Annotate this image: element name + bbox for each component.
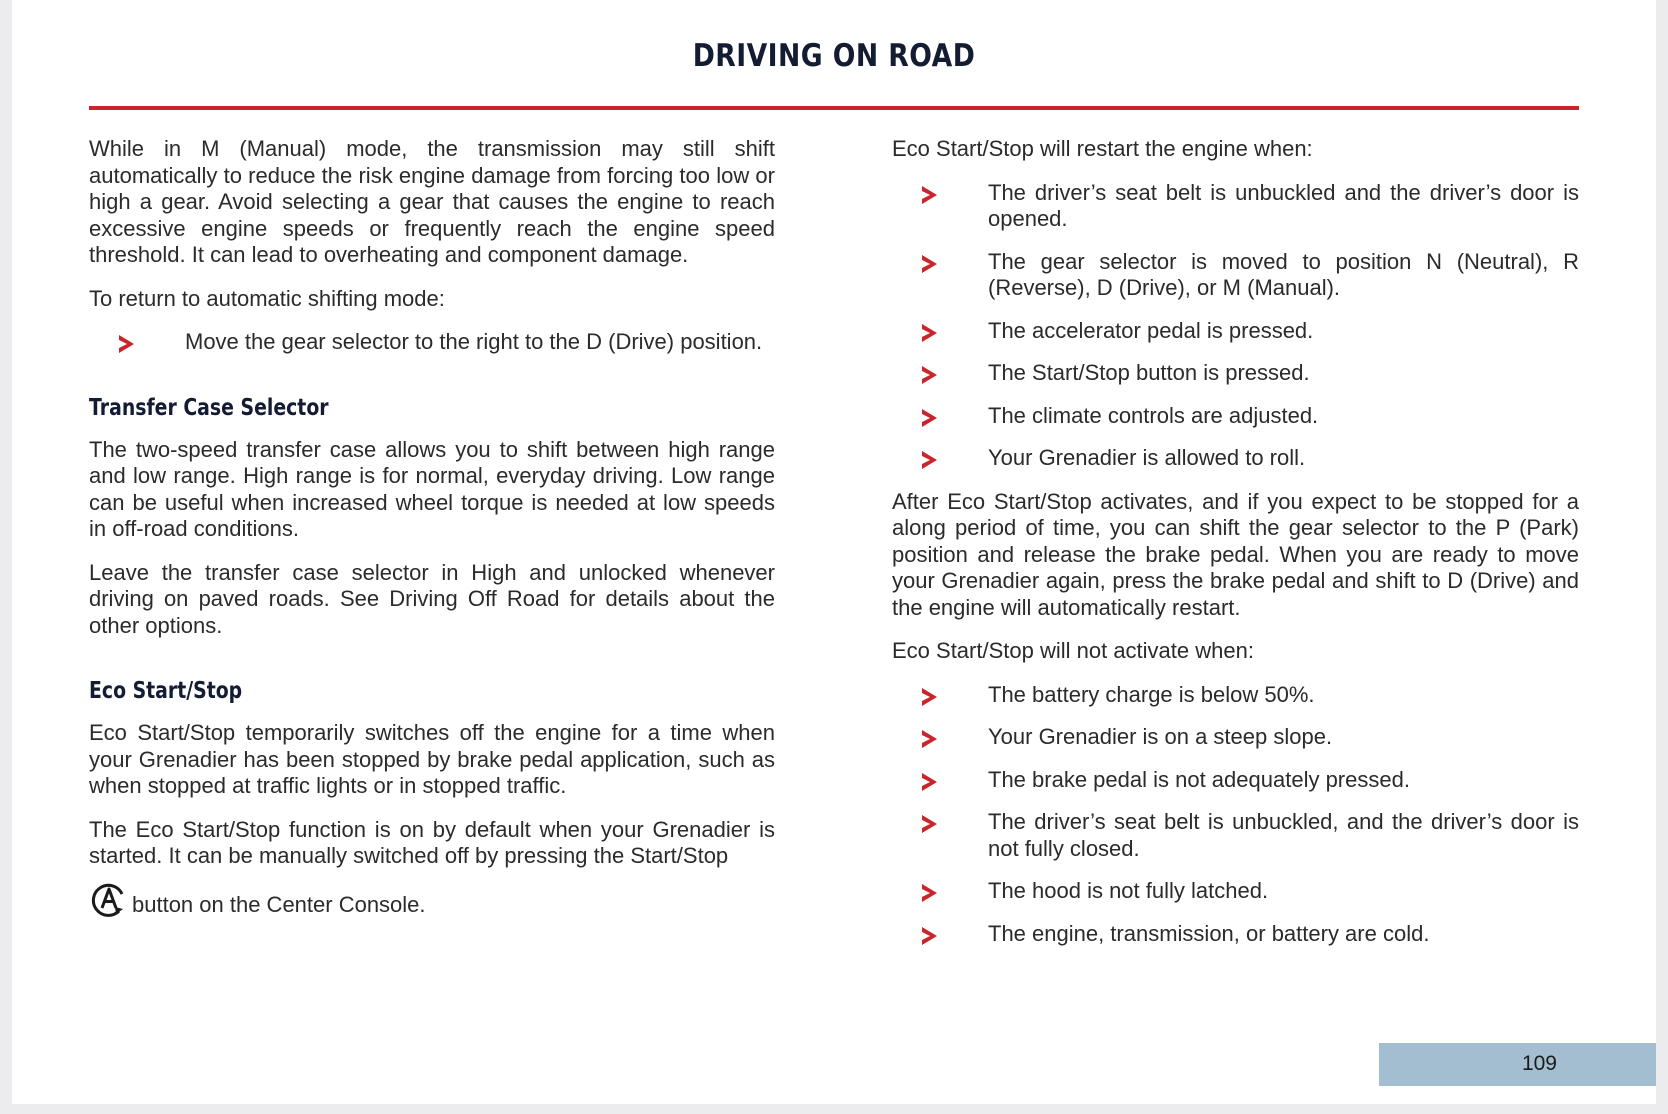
paragraph-transfer-high: Leave the transfer case selector in High and unlocked whenever driving on paved roads. See Driving Off Road for details about the other options.	[89, 559, 775, 638]
bullet-list-not-activate	[892, 682, 1579, 948]
page-number-box	[1379, 1043, 1656, 1086]
chevron-right-icon	[920, 812, 940, 836]
chevron-right-icon	[920, 727, 940, 751]
list-item	[89, 329, 775, 356]
paragraph-eco-intro: Eco Start/Stop temporarily switches off the engine for a time when your Grenadier has been stopped by brake pedal application, such as when stopped at traffic lights or in stopped traffic.	[89, 720, 775, 798]
list-item	[892, 403, 1579, 430]
chevron-right-icon	[920, 448, 940, 472]
list-item-text: The driver’s seat belt is unbuckled, and the driver’s door is not fully closed.	[988, 809, 1579, 861]
chevron-right-icon	[117, 332, 137, 356]
chevron-right-icon	[920, 406, 940, 430]
eco-button-line-text: button on the Center Console.	[132, 891, 426, 917]
list-item-text: The accelerator pedal is pressed.	[988, 317, 1314, 343]
list-item-text: Move the gear selector to the right to the D (Drive) position.	[185, 329, 763, 354]
list-item-text: The engine, transmission, or battery are cold.	[988, 920, 1430, 946]
paragraph-restart-when: Eco Start/Stop will restart the engine when:	[892, 136, 1313, 161]
list-item	[892, 724, 1579, 751]
list-item	[892, 878, 1579, 905]
right-column	[892, 136, 1579, 964]
list-item	[892, 445, 1579, 472]
list-item	[892, 921, 1579, 948]
page-number: 109	[1521, 1052, 1557, 1075]
left-column	[89, 136, 775, 937]
bullet-list-restart	[892, 180, 1579, 472]
list-item	[892, 767, 1579, 794]
paragraph-not-activate-when: Eco Start/Stop will not activate when:	[892, 638, 1254, 663]
start-stop-auto-icon	[89, 880, 129, 920]
bullet-list-return-auto	[89, 329, 775, 356]
chevron-right-icon	[920, 183, 940, 207]
paragraph-transfer-case: The two-speed transfer case allows you to shift between high range and low range. High range is for normal, everyday driving. Low range can be useful when increased wheel torque is needed at low speeds in off-road conditions.	[89, 436, 775, 541]
paragraph-eco-button-line	[89, 880, 775, 920]
list-item	[892, 180, 1579, 233]
list-item-text: Your Grenadier is allowed to roll.	[988, 445, 1306, 470]
list-item-text: The battery charge is below 50%.	[988, 681, 1315, 707]
paragraph-eco-default: The Eco Start/Stop function is on by default when your Grenadier is started. It can be manually switched off by pressing the Start/Stop	[89, 816, 775, 868]
list-item	[892, 360, 1579, 387]
manual-page	[12, 0, 1656, 1104]
list-item-text: The gear selector is moved to position N (Neutral), R (Reverse), D (Drive), or M (Manual).	[988, 248, 1579, 300]
list-item	[892, 682, 1579, 709]
list-item	[892, 318, 1579, 345]
chevron-right-icon	[920, 924, 940, 948]
chevron-right-icon	[920, 770, 940, 794]
chevron-right-icon	[920, 363, 940, 387]
list-item-text: The Start/Stop button is pressed.	[988, 360, 1310, 385]
list-item-text: The climate controls are adjusted.	[988, 402, 1319, 428]
chevron-right-icon	[920, 252, 940, 276]
paragraph-after-activates: After Eco Start/Stop activates, and if you expect to be stopped for a along period of time, you can shift the gear selector to the P (Park) position and release the brake pedal. When you are ready to move your Grenadier again, press the brake pedal and shift to D (Drive) and the engine will automatically restart.	[892, 488, 1579, 620]
paragraph-manual-mode: While in M (Manual) mode, the transmission may still shift automatically to reduce the risk engine damage from forcing too low or high a gear. Avoid selecting a gear that causes the engine to reach excessive engine speeds or frequently reach the engine speed threshold. It can lead to overheating and component damage.	[89, 136, 775, 267]
chevron-right-icon	[920, 321, 940, 345]
list-item-text: The driver’s seat belt is unbuckled and the driver’s door is opened.	[988, 179, 1579, 231]
list-item-text: Your Grenadier is on a steep slope.	[988, 724, 1333, 749]
chevron-right-icon	[920, 881, 940, 905]
title-divider	[89, 106, 1579, 110]
list-item	[892, 249, 1579, 302]
section-heading-transfer-case: Transfer Case Selector	[89, 394, 329, 421]
list-item-text: The brake pedal is not adequately pressed.	[988, 766, 1410, 792]
list-item-text: The hood is not fully latched.	[988, 878, 1269, 903]
list-item	[892, 809, 1579, 862]
paragraph-return-auto: To return to automatic shifting mode:	[89, 285, 445, 311]
section-heading-eco-start-stop: Eco Start/Stop	[89, 678, 243, 704]
page-title: DRIVING ON ROAD	[692, 38, 976, 74]
chevron-right-icon	[920, 685, 940, 709]
